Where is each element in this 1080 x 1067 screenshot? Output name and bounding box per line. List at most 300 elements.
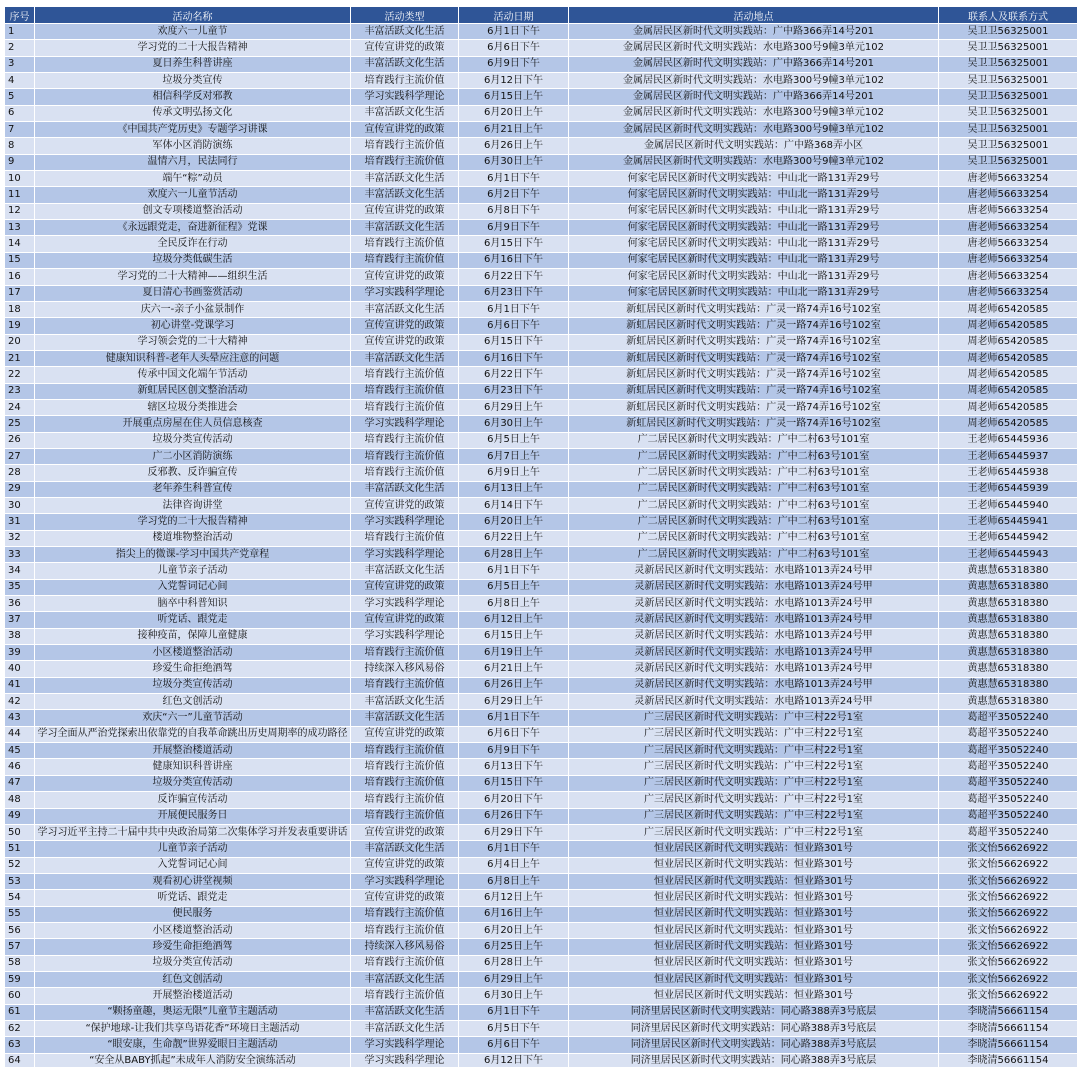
cell-activity-date: 6月26日上午 <box>459 677 569 693</box>
cell-activity-date: 6月12日上午 <box>459 890 569 906</box>
table-row <box>5 1037 1078 1053</box>
header-activity-name: 活动名称 <box>35 7 351 24</box>
cell-activity-name: “眼安康，生命靓”世界爱眼日主题活动 <box>35 1037 351 1053</box>
cell-activity-name: “颗扬童趣，奥运无限”儿童节主题活动 <box>35 1004 351 1020</box>
cell-activity-date: 6月20日上午 <box>459 105 569 121</box>
cell-serial-number: 4 <box>5 73 35 89</box>
table-row <box>5 56 1078 72</box>
cell-activity-location: 灵新居民区新时代文明实践站：水电路1013弄24号甲 <box>569 563 939 579</box>
cell-activity-date: 6月25日上午 <box>459 939 569 955</box>
cell-activity-date: 6月4日上午 <box>459 857 569 873</box>
cell-activity-location: 同济里居民区新时代文明实践站：同心路388弄3号底层 <box>569 1004 939 1020</box>
cell-activity-location: 广三居民区新时代文明实践站：广中三村22号1室 <box>569 726 939 742</box>
cell-contact: 张文怡56626922 <box>939 922 1078 938</box>
table-row <box>5 187 1078 203</box>
cell-activity-date: 6月21日上午 <box>459 122 569 138</box>
cell-serial-number: 51 <box>5 841 35 857</box>
cell-contact: 李晓清56661154 <box>939 1020 1078 1036</box>
cell-activity-date: 6月20日上午 <box>459 922 569 938</box>
table-row <box>5 514 1078 530</box>
table-row <box>5 497 1078 513</box>
cell-contact: 张文怡56626922 <box>939 890 1078 906</box>
cell-activity-date: 6月1日下午 <box>459 24 569 40</box>
cell-activity-location: 金属居民区新时代文明实践站：水电路300号9幢3单元102 <box>569 154 939 170</box>
cell-serial-number: 10 <box>5 171 35 187</box>
cell-activity-type: 培育践行主流价值 <box>351 236 459 252</box>
table-row <box>5 269 1078 285</box>
cell-activity-date: 6月22日下午 <box>459 367 569 383</box>
cell-serial-number: 20 <box>5 334 35 350</box>
cell-activity-type: 培育践行主流价值 <box>351 792 459 808</box>
cell-serial-number: 15 <box>5 252 35 268</box>
cell-activity-date: 6月15日上午 <box>459 628 569 644</box>
cell-activity-location: 灵新居民区新时代文明实践站：水电路1013弄24号甲 <box>569 628 939 644</box>
cell-contact: 张文怡56626922 <box>939 939 1078 955</box>
cell-activity-date: 6月1日下午 <box>459 710 569 726</box>
cell-serial-number: 1 <box>5 24 35 40</box>
cell-activity-name: 《永远跟党走，奋进新征程》党课 <box>35 220 351 236</box>
cell-contact: 唐老师56633254 <box>939 285 1078 301</box>
cell-activity-type: 学习实践科学理论 <box>351 89 459 105</box>
cell-activity-type: 学习实践科学理论 <box>351 596 459 612</box>
cell-serial-number: 32 <box>5 530 35 546</box>
cell-activity-type: 培育践行主流价值 <box>351 383 459 399</box>
cell-activity-date: 6月6日下午 <box>459 726 569 742</box>
cell-contact: 李晓清56661154 <box>939 1053 1078 1067</box>
cell-contact: 吴卫卫56325001 <box>939 40 1078 56</box>
cell-activity-type: 持续深入移风易俗 <box>351 939 459 955</box>
cell-contact: 张文怡56626922 <box>939 873 1078 889</box>
cell-serial-number: 6 <box>5 105 35 121</box>
cell-contact: 周老师65420585 <box>939 416 1078 432</box>
table-row <box>5 645 1078 661</box>
cell-activity-location: 广二居民区新时代文明实践站：广中二村63号101室 <box>569 514 939 530</box>
cell-activity-location: 灵新居民区新时代文明实践站：水电路1013弄24号甲 <box>569 596 939 612</box>
cell-contact: 唐老师56633254 <box>939 220 1078 236</box>
table-row <box>5 563 1078 579</box>
cell-activity-location: 广三居民区新时代文明实践站：广中三村22号1室 <box>569 775 939 791</box>
cell-activity-location: 何家宅居民区新时代文明实践站：中山北一路131弄29号 <box>569 236 939 252</box>
cell-activity-location: 灵新居民区新时代文明实践站：水电路1013弄24号甲 <box>569 694 939 710</box>
table-row <box>5 857 1078 873</box>
table-row <box>5 73 1078 89</box>
cell-activity-name: 开展便民服务日 <box>35 808 351 824</box>
cell-activity-name: 学习党的二十大报告精神 <box>35 40 351 56</box>
table-row <box>5 383 1078 399</box>
cell-activity-location: 广三居民区新时代文明实践站：广中三村22号1室 <box>569 808 939 824</box>
cell-activity-date: 6月1日下午 <box>459 301 569 317</box>
cell-activity-date: 6月9日下午 <box>459 56 569 72</box>
cell-activity-type: 培育践行主流价值 <box>351 138 459 154</box>
cell-serial-number: 17 <box>5 285 35 301</box>
cell-activity-location: 恒业居民区新时代文明实践站：恒业路301号 <box>569 906 939 922</box>
cell-activity-name: 欢度六一儿童节活动 <box>35 187 351 203</box>
cell-activity-date: 6月6日下午 <box>459 1037 569 1053</box>
cell-activity-name: 学习全面从严治党探索出依靠党的自我革命跳出历史周期率的成功路径 <box>35 726 351 742</box>
cell-contact: 黄惠慧65318380 <box>939 694 1078 710</box>
cell-activity-type: 宣传宣讲党的政策 <box>351 122 459 138</box>
cell-activity-date: 6月21日上午 <box>459 661 569 677</box>
table-row <box>5 203 1078 219</box>
cell-serial-number: 3 <box>5 56 35 72</box>
table-row <box>5 808 1078 824</box>
cell-serial-number: 59 <box>5 971 35 987</box>
table-row <box>5 171 1078 187</box>
cell-activity-type: 丰富活跃文化生活 <box>351 481 459 497</box>
cell-serial-number: 23 <box>5 383 35 399</box>
table-row <box>5 579 1078 595</box>
cell-activity-name: 夏日清心书画鉴赏活动 <box>35 285 351 301</box>
cell-activity-location: 恒业居民区新时代文明实践站：恒业路301号 <box>569 971 939 987</box>
cell-contact: 葛超平35052240 <box>939 775 1078 791</box>
table-row <box>5 122 1078 138</box>
cell-contact: 吴卫卫56325001 <box>939 89 1078 105</box>
cell-activity-type: 培育践行主流价值 <box>351 677 459 693</box>
cell-serial-number: 44 <box>5 726 35 742</box>
cell-serial-number: 30 <box>5 497 35 513</box>
cell-activity-location: 金属居民区新时代文明实践站：广中路368弄小区 <box>569 138 939 154</box>
cell-serial-number: 39 <box>5 645 35 661</box>
table-row <box>5 105 1078 121</box>
header-serial-number: 序号 <box>5 7 35 24</box>
table-row <box>5 628 1078 644</box>
cell-contact: 唐老师56633254 <box>939 269 1078 285</box>
cell-activity-name: 健康知识科普-老年人头晕应注意的问题 <box>35 350 351 366</box>
cell-serial-number: 40 <box>5 661 35 677</box>
cell-activity-name: “安全从BABY抓起”未成年人消防安全演练活动 <box>35 1053 351 1067</box>
cell-activity-name: 垃圾分类宣传活动 <box>35 677 351 693</box>
cell-contact: 李晓清56661154 <box>939 1037 1078 1053</box>
cell-activity-date: 6月5日下午 <box>459 1020 569 1036</box>
table-row <box>5 955 1078 971</box>
cell-activity-name: 新虹居民区创文整治活动 <box>35 383 351 399</box>
cell-contact: 吴卫卫56325001 <box>939 56 1078 72</box>
cell-activity-type: 宣传宣讲党的政策 <box>351 40 459 56</box>
cell-activity-date: 6月12日上午 <box>459 612 569 628</box>
cell-activity-location: 广二居民区新时代文明实践站：广中二村63号101室 <box>569 465 939 481</box>
cell-activity-location: 广二居民区新时代文明实践站：广中二村63号101室 <box>569 547 939 563</box>
cell-activity-location: 新虹居民区新时代文明实践站：广灵一路74弄16号102室 <box>569 318 939 334</box>
cell-serial-number: 56 <box>5 922 35 938</box>
cell-activity-location: 灵新居民区新时代文明实践站：水电路1013弄24号甲 <box>569 612 939 628</box>
cell-activity-name: 入党誓词记心间 <box>35 579 351 595</box>
cell-activity-type: 培育践行主流价值 <box>351 922 459 938</box>
cell-activity-name: 听党话、跟党走 <box>35 612 351 628</box>
cell-serial-number: 19 <box>5 318 35 334</box>
cell-activity-type: 培育践行主流价值 <box>351 73 459 89</box>
cell-activity-type: 丰富活跃文化生活 <box>351 56 459 72</box>
cell-activity-name: 便民服务 <box>35 906 351 922</box>
table-row <box>5 939 1078 955</box>
cell-serial-number: 43 <box>5 710 35 726</box>
cell-contact: 葛超平35052240 <box>939 808 1078 824</box>
cell-serial-number: 33 <box>5 547 35 563</box>
cell-activity-location: 同济里居民区新时代文明实践站：同心路388弄3号底层 <box>569 1037 939 1053</box>
cell-activity-location: 新虹居民区新时代文明实践站：广灵一路74弄16号102室 <box>569 350 939 366</box>
cell-activity-name: 开展重点房屋在住人员信息核查 <box>35 416 351 432</box>
cell-contact: 王老师65445938 <box>939 465 1078 481</box>
cell-activity-name: 儿童节亲子活动 <box>35 563 351 579</box>
cell-activity-location: 广二居民区新时代文明实践站：广中二村63号101室 <box>569 481 939 497</box>
cell-activity-name: 传承中国文化端午节活动 <box>35 367 351 383</box>
cell-activity-name: 反诈骗宣传活动 <box>35 792 351 808</box>
cell-activity-name: 垃圾分类宣传活动 <box>35 775 351 791</box>
cell-activity-location: 恒业居民区新时代文明实践站：恒业路301号 <box>569 939 939 955</box>
cell-activity-location: 金属居民区新时代文明实践站：广中路366弄14号201 <box>569 89 939 105</box>
cell-activity-location: 金属居民区新时代文明实践站：水电路300号9幢3单元102 <box>569 122 939 138</box>
cell-activity-date: 6月7日上午 <box>459 448 569 464</box>
cell-activity-type: 宣传宣讲党的政策 <box>351 203 459 219</box>
cell-contact: 周老师65420585 <box>939 334 1078 350</box>
cell-serial-number: 48 <box>5 792 35 808</box>
table-row <box>5 399 1078 415</box>
table-row <box>5 367 1078 383</box>
cell-contact: 王老师65445942 <box>939 530 1078 546</box>
cell-serial-number: 12 <box>5 203 35 219</box>
cell-activity-date: 6月12日下午 <box>459 1053 569 1067</box>
cell-activity-name: 指尖上的微课-学习中国共产党章程 <box>35 547 351 563</box>
table-row <box>5 481 1078 497</box>
cell-activity-date: 6月26日上午 <box>459 138 569 154</box>
cell-activity-type: 学习实践科学理论 <box>351 547 459 563</box>
cell-serial-number: 14 <box>5 236 35 252</box>
cell-activity-type: 丰富活跃文化生活 <box>351 171 459 187</box>
cell-activity-date: 6月14日下午 <box>459 497 569 513</box>
cell-activity-type: 丰富活跃文化生活 <box>351 710 459 726</box>
cell-activity-name: “保护地球-让我们共享鸟语花香”环境日主题活动 <box>35 1020 351 1036</box>
cell-activity-name: 垃圾分类低碳生活 <box>35 252 351 268</box>
table-row <box>5 971 1078 987</box>
cell-activity-date: 6月8日上午 <box>459 596 569 612</box>
cell-activity-name: 相信科学反对邪教 <box>35 89 351 105</box>
cell-activity-type: 学习实践科学理论 <box>351 628 459 644</box>
cell-activity-date: 6月5日上午 <box>459 579 569 595</box>
cell-activity-name: 《中国共产党历史》专题学习讲课 <box>35 122 351 138</box>
cell-contact: 唐老师56633254 <box>939 236 1078 252</box>
cell-serial-number: 63 <box>5 1037 35 1053</box>
cell-activity-type: 培育践行主流价值 <box>351 988 459 1004</box>
cell-activity-date: 6月12日下午 <box>459 73 569 89</box>
cell-activity-date: 6月8日上午 <box>459 873 569 889</box>
cell-activity-date: 6月9日下午 <box>459 220 569 236</box>
cell-serial-number: 8 <box>5 138 35 154</box>
cell-serial-number: 13 <box>5 220 35 236</box>
cell-activity-location: 恒业居民区新时代文明实践站：恒业路301号 <box>569 988 939 1004</box>
cell-activity-name: 开展整治楼道活动 <box>35 988 351 1004</box>
cell-contact: 葛超平35052240 <box>939 726 1078 742</box>
table-row <box>5 694 1078 710</box>
cell-contact: 王老师65445943 <box>939 547 1078 563</box>
cell-activity-type: 培育践行主流价值 <box>351 759 459 775</box>
table-row <box>5 40 1078 56</box>
cell-serial-number: 5 <box>5 89 35 105</box>
cell-activity-location: 恒业居民区新时代文明实践站：恒业路301号 <box>569 890 939 906</box>
cell-serial-number: 22 <box>5 367 35 383</box>
cell-activity-location: 金属居民区新时代文明实践站：广中路366弄14号201 <box>569 24 939 40</box>
table-row <box>5 792 1078 808</box>
cell-activity-type: 丰富活跃文化生活 <box>351 350 459 366</box>
cell-activity-date: 6月13日下午 <box>459 759 569 775</box>
table-row <box>5 922 1078 938</box>
table-row <box>5 350 1078 366</box>
cell-activity-date: 6月16日上午 <box>459 906 569 922</box>
table-row <box>5 416 1078 432</box>
cell-activity-name: 学习领会党的二十大精神 <box>35 334 351 350</box>
cell-serial-number: 28 <box>5 465 35 481</box>
cell-activity-type: 培育践行主流价值 <box>351 906 459 922</box>
cell-activity-location: 恒业居民区新时代文明实践站：恒业路301号 <box>569 857 939 873</box>
cell-activity-name: 珍爱生命拒绝酒驾 <box>35 661 351 677</box>
table-row <box>5 612 1078 628</box>
cell-activity-type: 丰富活跃文化生活 <box>351 971 459 987</box>
cell-serial-number: 64 <box>5 1053 35 1067</box>
cell-serial-number: 21 <box>5 350 35 366</box>
cell-serial-number: 38 <box>5 628 35 644</box>
cell-contact: 王老师65445941 <box>939 514 1078 530</box>
cell-contact: 黄惠慧65318380 <box>939 563 1078 579</box>
cell-activity-location: 新虹居民区新时代文明实践站：广灵一路74弄16号102室 <box>569 367 939 383</box>
cell-activity-name: 观看初心讲堂视频 <box>35 873 351 889</box>
header-activity-location: 活动地点 <box>569 7 939 24</box>
cell-activity-name: 老年养生科普宣传 <box>35 481 351 497</box>
table-row <box>5 873 1078 889</box>
cell-activity-date: 6月29日下午 <box>459 824 569 840</box>
cell-activity-type: 宣传宣讲党的政策 <box>351 269 459 285</box>
cell-activity-type: 学习实践科学理论 <box>351 285 459 301</box>
cell-activity-name: 欢庆“六一”儿童节活动 <box>35 710 351 726</box>
cell-activity-name: 端午“粽”动员 <box>35 171 351 187</box>
cell-activity-location: 新虹居民区新时代文明实践站：广灵一路74弄16号102室 <box>569 399 939 415</box>
cell-contact: 张文怡56626922 <box>939 955 1078 971</box>
cell-activity-location: 恒业居民区新时代文明实践站：恒业路301号 <box>569 841 939 857</box>
cell-contact: 黄惠慧65318380 <box>939 612 1078 628</box>
cell-activity-date: 6月30日上午 <box>459 988 569 1004</box>
cell-activity-location: 金属居民区新时代文明实践站：水电路300号9幢3单元102 <box>569 73 939 89</box>
cell-activity-date: 6月19日上午 <box>459 645 569 661</box>
cell-activity-location: 广三居民区新时代文明实践站：广中三村22号1室 <box>569 824 939 840</box>
cell-activity-name: 健康知识科普讲座 <box>35 759 351 775</box>
table-row <box>5 1053 1078 1067</box>
cell-contact: 黄惠慧65318380 <box>939 661 1078 677</box>
cell-serial-number: 50 <box>5 824 35 840</box>
cell-activity-date: 6月1日下午 <box>459 841 569 857</box>
table-row <box>5 465 1078 481</box>
cell-contact: 黄惠慧65318380 <box>939 579 1078 595</box>
cell-serial-number: 24 <box>5 399 35 415</box>
table-row <box>5 841 1078 857</box>
cell-serial-number: 45 <box>5 743 35 759</box>
cell-activity-date: 6月28日上午 <box>459 547 569 563</box>
cell-activity-location: 广二居民区新时代文明实践站：广中二村63号101室 <box>569 432 939 448</box>
cell-activity-location: 广二居民区新时代文明实践站：广中二村63号101室 <box>569 448 939 464</box>
cell-activity-location: 何家宅居民区新时代文明实践站：中山北一路131弄29号 <box>569 203 939 219</box>
cell-activity-location: 金属居民区新时代文明实践站：广中路366弄14号201 <box>569 56 939 72</box>
cell-contact: 黄惠慧65318380 <box>939 645 1078 661</box>
cell-activity-type: 培育践行主流价值 <box>351 448 459 464</box>
cell-activity-type: 培育践行主流价值 <box>351 808 459 824</box>
cell-contact: 唐老师56633254 <box>939 187 1078 203</box>
cell-activity-type: 学习实践科学理论 <box>351 416 459 432</box>
cell-activity-name: 红色文创活动 <box>35 694 351 710</box>
table-row <box>5 285 1078 301</box>
table-row <box>5 759 1078 775</box>
cell-activity-date: 6月23日下午 <box>459 383 569 399</box>
cell-activity-name: 辖区垃圾分类推进会 <box>35 399 351 415</box>
cell-serial-number: 61 <box>5 1004 35 1020</box>
cell-contact: 周老师65420585 <box>939 318 1078 334</box>
cell-activity-name: 反邪教、反诈骗宣传 <box>35 465 351 481</box>
cell-serial-number: 27 <box>5 448 35 464</box>
table-row <box>5 236 1078 252</box>
cell-activity-type: 宣传宣讲党的政策 <box>351 579 459 595</box>
cell-activity-name: 初心讲堂-党课学习 <box>35 318 351 334</box>
cell-contact: 吴卫卫56325001 <box>939 73 1078 89</box>
cell-activity-name: 开展整治楼道活动 <box>35 743 351 759</box>
cell-activity-type: 培育践行主流价值 <box>351 743 459 759</box>
cell-contact: 葛超平35052240 <box>939 824 1078 840</box>
cell-activity-type: 学习实践科学理论 <box>351 1053 459 1067</box>
cell-activity-location: 广三居民区新时代文明实践站：广中三村22号1室 <box>569 710 939 726</box>
cell-activity-date: 6月29日上午 <box>459 971 569 987</box>
cell-contact: 周老师65420585 <box>939 399 1078 415</box>
cell-activity-date: 6月22日上午 <box>459 530 569 546</box>
table-row <box>5 220 1078 236</box>
cell-activity-type: 丰富活跃文化生活 <box>351 1004 459 1020</box>
cell-activity-name: 广二小区消防演练 <box>35 448 351 464</box>
cell-activity-date: 6月16日下午 <box>459 350 569 366</box>
cell-activity-type: 培育践行主流价值 <box>351 775 459 791</box>
header-activity-type: 活动类型 <box>351 7 459 24</box>
cell-activity-location: 广三居民区新时代文明实践站：广中三村22号1室 <box>569 759 939 775</box>
cell-activity-type: 培育践行主流价值 <box>351 955 459 971</box>
table-row <box>5 318 1078 334</box>
cell-contact: 吴卫卫56325001 <box>939 24 1078 40</box>
table-row <box>5 824 1078 840</box>
cell-activity-type: 培育践行主流价值 <box>351 465 459 481</box>
cell-contact: 葛超平35052240 <box>939 743 1078 759</box>
table-row <box>5 743 1078 759</box>
cell-activity-name: 军体小区消防演练 <box>35 138 351 154</box>
cell-activity-name: 传承文明弘扬文化 <box>35 105 351 121</box>
cell-serial-number: 47 <box>5 775 35 791</box>
table-header-row <box>5 7 1078 24</box>
cell-activity-date: 6月13日上午 <box>459 481 569 497</box>
cell-contact: 黄惠慧65318380 <box>939 628 1078 644</box>
cell-activity-location: 灵新居民区新时代文明实践站：水电路1013弄24号甲 <box>569 579 939 595</box>
cell-serial-number: 46 <box>5 759 35 775</box>
table-row <box>5 24 1078 40</box>
table-row <box>5 89 1078 105</box>
cell-activity-name: 儿童节亲子活动 <box>35 841 351 857</box>
cell-activity-location: 新虹居民区新时代文明实践站：广灵一路74弄16号102室 <box>569 383 939 399</box>
table-row <box>5 432 1078 448</box>
cell-activity-type: 丰富活跃文化生活 <box>351 220 459 236</box>
cell-contact: 张文怡56626922 <box>939 971 1078 987</box>
cell-activity-name: 脑卒中科普知识 <box>35 596 351 612</box>
cell-contact: 张文怡56626922 <box>939 841 1078 857</box>
cell-activity-name: 学习党的二十大精神——组织生活 <box>35 269 351 285</box>
cell-activity-location: 新虹居民区新时代文明实践站：广灵一路74弄16号102室 <box>569 334 939 350</box>
table-row <box>5 677 1078 693</box>
cell-activity-name: 学习习近平主持二十届中共中央政治局第二次集体学习并发表重要讲话 <box>35 824 351 840</box>
cell-activity-name: 珍爱生命拒绝酒驾 <box>35 939 351 955</box>
table-row <box>5 906 1078 922</box>
cell-contact: 周老师65420585 <box>939 367 1078 383</box>
cell-contact: 张文怡56626922 <box>939 906 1078 922</box>
table-row <box>5 1020 1078 1036</box>
cell-activity-location: 恒业居民区新时代文明实践站：恒业路301号 <box>569 955 939 971</box>
cell-activity-type: 学习实践科学理论 <box>351 514 459 530</box>
